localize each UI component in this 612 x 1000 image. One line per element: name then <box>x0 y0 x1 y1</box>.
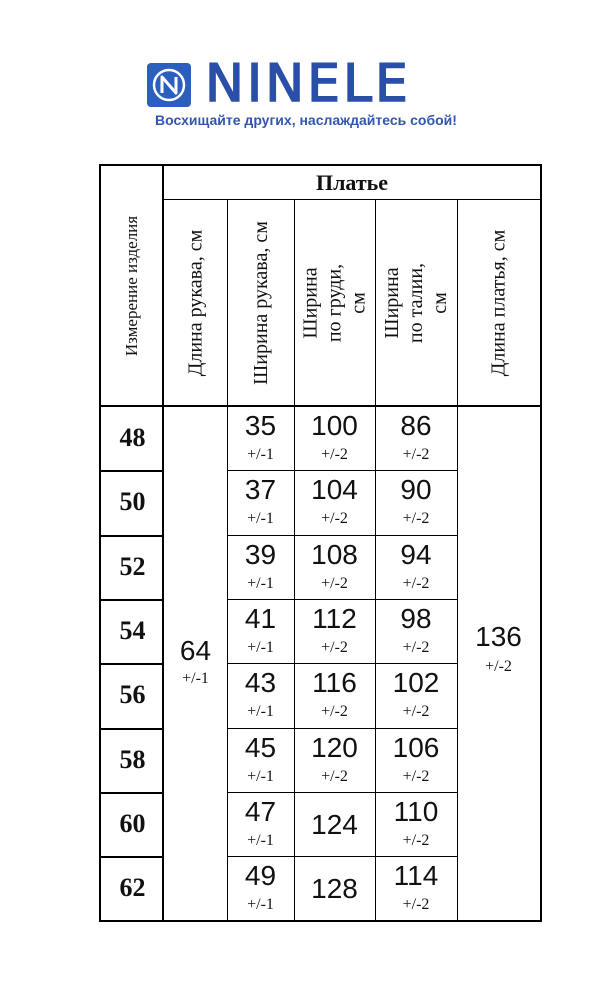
sleeve-width-tolerance: +/-1 <box>247 896 274 914</box>
waist-width-value: 86 <box>400 410 432 441</box>
chest-width-value: 100 <box>311 410 358 441</box>
column-header-label: Ширина по талии, см <box>381 262 451 344</box>
chest-width-tolerance: +/-2 <box>321 510 348 528</box>
waist-width-tolerance: +/-2 <box>402 896 430 914</box>
waist-width-tolerance: +/-2 <box>402 703 430 721</box>
size-label: 62 <box>119 873 146 903</box>
sleeve-width-value: 47 <box>244 795 277 827</box>
dress-length-value: 136 <box>475 621 522 652</box>
column-header-label: Ширина по груди, см <box>299 263 370 343</box>
size-label: 52 <box>119 551 146 581</box>
chest-width-value: 120 <box>311 731 358 763</box>
size-chart-table <box>99 164 542 922</box>
sleeve-length-tolerance: +/-1 <box>182 670 209 687</box>
column-header-label: Ширина рукава, см <box>249 221 272 385</box>
column-header <box>375 200 457 406</box>
sleeve-width-value: 37 <box>244 474 277 506</box>
sleeve-width-value: 49 <box>244 860 277 892</box>
size-label: 58 <box>119 744 146 774</box>
waist-width-value: 114 <box>393 860 439 892</box>
size-label: 54 <box>119 615 146 645</box>
size-label: 56 <box>119 680 146 710</box>
waist-width-tolerance: +/-2 <box>402 767 430 785</box>
column-header <box>457 200 540 406</box>
column-header <box>164 200 227 406</box>
column-header-label: Длина платья, см <box>487 229 510 377</box>
sleeve-width-value: 39 <box>244 538 277 570</box>
waist-width-value: 90 <box>400 474 432 506</box>
waist-width-tolerance: +/-2 <box>402 831 430 849</box>
size-label: 50 <box>119 487 146 517</box>
waist-width-value: 110 <box>393 795 439 827</box>
waist-width-tolerance: +/-2 <box>402 446 430 463</box>
waist-width-tolerance: +/-2 <box>402 638 430 656</box>
chest-width-value: 108 <box>311 538 358 570</box>
table-title: Платье <box>315 170 389 195</box>
size-label: 48 <box>119 423 146 452</box>
column-header <box>294 200 375 406</box>
sleeve-width-tolerance: +/-1 <box>247 638 274 656</box>
sleeve-width-value: 35 <box>244 410 277 441</box>
chest-width-tolerance: +/-2 <box>321 638 348 656</box>
waist-width-value: 102 <box>392 667 440 699</box>
sleeve-width-tolerance: +/-1 <box>247 831 274 849</box>
size-label: 60 <box>119 808 146 838</box>
chest-width-value: 116 <box>312 667 357 699</box>
chest-width-tolerance: +/-2 <box>321 446 348 463</box>
chest-width-value: 112 <box>312 602 357 634</box>
waist-width-value: 106 <box>392 731 440 763</box>
waist-width-tolerance: +/-2 <box>402 510 430 528</box>
sleeve-width-value: 43 <box>244 667 277 699</box>
ninele-logo-icon <box>147 63 191 107</box>
chest-width-tolerance: +/-2 <box>321 767 348 785</box>
sleeve-width-tolerance: +/-1 <box>247 510 274 528</box>
chest-width-tolerance: +/-2 <box>321 574 348 592</box>
sleeve-width-tolerance: +/-1 <box>247 446 274 463</box>
waist-width-value: 98 <box>400 602 432 634</box>
dress-length-tolerance: +/-2 <box>485 658 512 675</box>
waist-width-tolerance: +/-2 <box>402 574 430 592</box>
brand-slogan: Восхищайте других, наслаждайтесь собой! <box>155 112 457 128</box>
waist-width-value: 94 <box>400 538 432 570</box>
sleeve-width-tolerance: +/-1 <box>247 574 274 592</box>
chest-width-value: 124 <box>311 808 358 840</box>
sleeve-width-tolerance: +/-1 <box>247 703 274 721</box>
chest-width-value: 128 <box>311 873 358 905</box>
brand-header <box>0 0 612 150</box>
row-header-cell <box>101 166 164 406</box>
column-header-label: Длина рукава, см <box>184 229 207 377</box>
row-header-label: Измерение изделия <box>122 215 142 357</box>
sleeve-length-value: 64 <box>179 635 212 666</box>
sleeve-width-tolerance: +/-1 <box>247 767 274 785</box>
column-header <box>227 200 294 406</box>
brand-name: NINELE <box>205 54 411 114</box>
chest-width-value: 104 <box>311 474 358 506</box>
sleeve-width-value: 45 <box>244 731 277 763</box>
chest-width-tolerance: +/-2 <box>321 703 348 721</box>
sleeve-width-value: 41 <box>244 602 277 634</box>
